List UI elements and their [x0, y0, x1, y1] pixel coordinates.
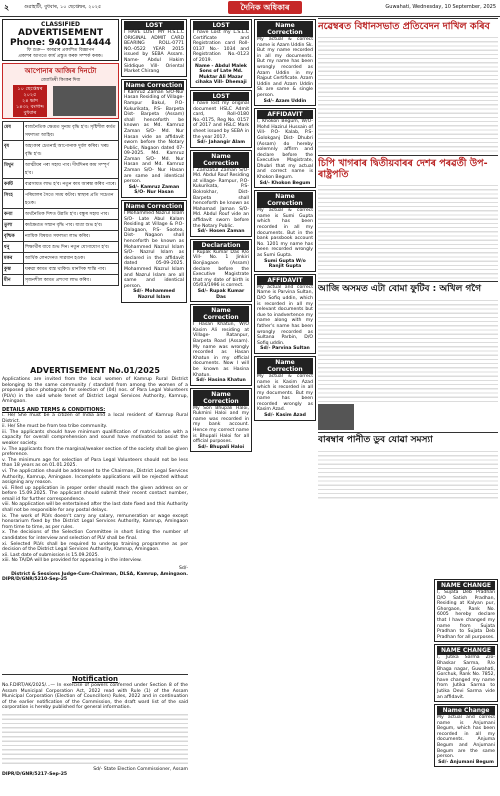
- classified-ad: [121, 79, 187, 198]
- horoscope-table: [2, 121, 119, 286]
- classified-line2: প্ৰকাশৰ আগতে কাৰ্য প্ৰস্তুত কৰক সম্পৰ্ক কৰক।: [18, 53, 103, 59]
- classified-ad: [254, 274, 316, 354]
- ad-title: AFFIDAVIT: [257, 110, 313, 119]
- ad-text: I have Lost my L.S.L.C Certificate and Registration card Roll-0137 No.- 1034 and Registration No.-0123 of 2019.: [193, 30, 249, 63]
- ad-sign: Sd/- Khokon Begum: [259, 180, 311, 186]
- ad-text: My actual & correct name is Kasim Azad which is recorded in all my documents. But my name has been recorded wrongly as Kasim Azad.: [257, 373, 313, 413]
- horoscope-row: [3, 253, 119, 264]
- horoscope-text: অৰ্থনৈতিক দিশত উন্নতি হ'ব। বন্ধুৰ সহায় পাব।: [24, 209, 119, 220]
- horoscope-row: [3, 242, 119, 253]
- advt-item: i. He/ She must be a citizen of India and a local resident of Kamrup Rural District.: [2, 412, 188, 424]
- notification-text: No.F.DIRT/AK/2025/...— In exercise of powers conferred under Section 8 of the Assam Municipal Corporation Act, 2022 read with Rule (1) of the Assam Municipal Corporation (Election of Councillors) Rules, 2022 and in continuation of the earlier notification of the Commission, the draft ward list of the said corporation is hereby published for general information.: [2, 683, 188, 711]
- ad-text: I Hasan Khatun, W/O Kasim Ali residing at Village- Ratanpur, Barpeta Road (Assam). My name was wrongly recorded as Hasan Khatun in my official documents. Now I will be known as Hasina Khatun.: [193, 322, 249, 378]
- advt-sign-title: District & Sessions Judge-Cum-Chairman, DLSA, Kamrup, Amingaon.: [11, 571, 188, 577]
- advt-item: xi. Selected PLVs shall be required to undergo training programme as per decision of the District Legal Services Authority, Kamrup, Amingaon.: [2, 541, 188, 553]
- advertisement-block: [2, 364, 188, 672]
- ad-sign: Sd/- Hasina Khatun: [196, 378, 246, 384]
- horoscope-text: আৰ্থিক লেনদেনত সাৱধান হওক।: [24, 253, 119, 264]
- name-change-ad: [434, 644, 498, 702]
- advt-title: ADVERTISEMENT No.01/2025: [30, 366, 160, 375]
- classified-ad: [190, 304, 252, 386]
- ad-title: Name Correction: [193, 306, 249, 322]
- days-date4: ১৪৩২ বংগাব্দ: [16, 104, 44, 111]
- ad-title: Name Correction: [125, 81, 183, 89]
- ad-text: My actual and correct Name is Parvina Sultan, D/O Sofiq uddin, which is recorded in all my relevant documents but due to inadvertence my name along with my father's name has been wrongly recorded as Sultana Parbin, D/O Sofiq uddin.: [257, 284, 313, 346]
- masthead-date-bn: গুৱাহাটী, বুধবাৰ, ১০ ছেপ্তেম্বৰ, ২০২৫: [24, 4, 102, 10]
- news-body: [318, 448, 498, 501]
- masthead: [0, 0, 500, 17]
- advt-item: xiii. No TA/DA will be provided for appearing in the interview.: [2, 558, 142, 564]
- ad-sign: Name - Abdul Malek Sons of Late Md. Muktar Ali Mazar cihaka Vill- Dhemaji: [195, 63, 247, 86]
- ad-title: LOST: [193, 92, 249, 101]
- notification-body-lines: [2, 711, 188, 767]
- advt-details-head: DETAILS AND TERMS & CONDITIONS:: [2, 406, 106, 413]
- days-date-block: [13, 85, 47, 117]
- ad-title: Name Correction: [257, 192, 313, 208]
- horoscope-row: [3, 122, 119, 141]
- classified-column-3: [254, 18, 316, 794]
- classified-ad: [254, 356, 316, 421]
- horoscope-row: [3, 141, 119, 160]
- ad-text: I Kamruz Zaman S/O-Nur Hasan Residing of Village- Rampur Bakul, P.O- Kukurikata, P.S- Barpeta Dist- Barpeta (Assam) shall henceforth be known as Md. Kamruz Zaman S/O- Md. Nur Hasan vide an affidavit sworn before the Notary Public, Nagaon dated 07-09-2025. Md. Kamruz Zaman S/O- Md. Nur Hasan and Md. Kamruz Zaman S/O- Nur Hasan are same and identical person.: [124, 89, 184, 185]
- ad-sign: Sd/- Kamruz Zaman S/O- Nur Hasan: [128, 184, 180, 196]
- days-date2: ২০২৫: [23, 92, 37, 99]
- ad-text: I Zamzatul Zaman S/O- Md. Abdul Rouf Residing at village- Rampur, P.O- Kukurikata, P.S- Bokrokhar, Dist- Barpeta shall henceforth be known as Mahamad Jaman S/O- Md. Abdul Rouf vide an affidavit sworn before the Notary Public.: [193, 167, 249, 229]
- horoscope-row: [3, 209, 119, 220]
- ad-text: My Son Bhupali Haloi, Rukmini Haloi and my name was recorded in my bank account. Hence my correct name is Bhupali Haloi for all official purposes.: [193, 405, 249, 445]
- classified-ad: [254, 19, 316, 106]
- ad-sign: Sd/- Parvina Sultan: [260, 346, 310, 352]
- news-body: [318, 182, 498, 279]
- ad-sign: Sd/- Jahangir Alam: [197, 140, 245, 146]
- horoscope-text: ৰাজনৈতিক ক্ষেত্ৰত সুনাম বৃদ্ধি হ'ব। সৃষ্টিশীল কৰ্মত সফলতা আহিব।: [24, 122, 119, 141]
- news-body: [318, 34, 498, 153]
- ad-title: Declaration: [193, 241, 249, 250]
- advt-item: viii. No application will be entertained after the last date fixed and this Authority shall not be responsible for any postal delays.: [2, 502, 188, 514]
- advt-intro: Applications are invited from the local women of Kamrup Rural District belonging to the same community / standard from among the women of a proposed place photograph for selection of (04) nos. of Para Legal Volunteers (PLVs) in the said whole tenet of District Legal Services Authority, Kamrup, Amingaon.: [2, 377, 188, 405]
- ad-title: LOST: [124, 21, 184, 30]
- masthead-date-en: Guwahati, Wednesday, 10 September, 2025: [385, 4, 496, 10]
- ad-text: I Mohammed Nazrul Islam S/O- Late Abul Kalam Residing at Village & P.O- Dalagaon, P.S- Sootea, Dist- Nagaon shall henceforth be known as Mohammed Nazrul Islam S/O- Nazrul Islam as declared in the affidavit dated 05-09-2025. Mohammed Nazrul Islam and Nazrul Islam are all same and identical person.: [124, 211, 184, 289]
- classified-ad: [190, 388, 252, 453]
- horoscope-text: সৃজনশীল কামত প্ৰশংসা লাভ কৰিব।: [24, 275, 119, 286]
- classified-ad: [190, 90, 252, 148]
- horoscope-row: [3, 231, 119, 242]
- news-headline: চিপি খাগৰাৰ দ্বিতীয়বাৰৰ দেশৰ পৰৱৰ্তী উপ-ৰাষ্ট্ৰপতি: [318, 155, 498, 182]
- ad-title: Name Correction: [125, 203, 183, 211]
- horoscope-sign: মকৰ: [3, 253, 24, 264]
- horoscope-sign: ধনু: [3, 242, 24, 253]
- horoscope-sign: মেষ: [3, 122, 24, 141]
- horoscope-text: ন্যায়িক বিষয়ত সফলতা লাভ কৰিব।: [24, 231, 119, 242]
- ad-sign: Sd/- Rupak Kumar Das: [197, 288, 245, 300]
- notification-title: Notification: [71, 675, 118, 683]
- horoscope-row: [3, 179, 119, 190]
- right-ads: [434, 578, 498, 769]
- classified-ad: [190, 19, 252, 88]
- page-number: ২: [4, 3, 10, 12]
- classified-title: ADVERTISEMENT: [18, 28, 103, 38]
- horoscope-text: পৰিয়ালৰ সৈতে সময় কটাব। স্বাস্থ্যৰ প্ৰতি সচেতন হওক।: [24, 190, 119, 209]
- ad-title: Name Correction: [193, 390, 249, 406]
- horoscope-sign: কৰ্কট: [3, 179, 24, 190]
- ad-text: I, Jutika Sarma Z/o- Bhaskar Sarma, R/o Bhaga nagar, Guwahati, Gorchuk, Rank No. 7852, have changed my name from Jutika Sarma to Jutika Devi Sarma vide an affidavit.: [437, 655, 495, 700]
- advt-signature: Sd/-: [178, 566, 188, 571]
- horoscope-text: ব্যৱসায়ত লাভ হ'ব। নতুন কাম আৰম্ভ কৰিব পাৰে।: [24, 179, 119, 190]
- ad-text: I have lost my original document HSLC Admit card, Roll-0180 No.-0175, Reg No. 0157 of 2017 and HSLC Mark sheet issued by SEBA in the year 2017.: [193, 100, 249, 140]
- ad-sign: Sumi Gupta W/o Ranjit Gupta: [264, 258, 306, 270]
- horoscope-sign: সিংহ: [3, 190, 24, 209]
- classified-line1: ফি শুক্ৰ— কাৰৱাৰ প্ৰকাশিত বিজ্ঞাপন: [26, 48, 95, 53]
- advt-item: ix. The work of PLVs doesn't carry any salary, remuneration or wage except honorarium fixed by the District Legal Services Authority, Kamrup, Amingaon from time to time, as per rules.: [2, 513, 188, 530]
- lost-ads-column: [121, 18, 187, 362]
- ad-sign: Sd/- Anjumani Begum: [438, 759, 494, 765]
- ad-title: Name Change: [437, 706, 495, 715]
- advt-code: DIPR/D/GNR/5210-Sep-25: [2, 577, 68, 583]
- ad-sign: Sd/- Hosen Zaman: [197, 229, 245, 235]
- ad-sign: Sd/- Bhupali Haloi: [197, 444, 245, 450]
- notification-code: DIPR/D/GNR/5217-Sep-25: [2, 771, 68, 777]
- newspaper-logo: দৈনিক অধিকাৰ: [228, 1, 302, 14]
- news-headline: আজি অসমত এটা বোমা ফুটিব : অখিল গগৈ: [318, 281, 498, 297]
- horoscope-row: [3, 220, 119, 231]
- advt-item: x. The decisions of the Selection Committee in short listing the number of candidates for interview and selection of PLV shall be final.: [2, 530, 188, 542]
- days-title: আপোনাৰ আজিৰ দিনটো: [24, 67, 97, 76]
- horoscope-text: কৰ্মক্ষেত্ৰত সন্মান বৃদ্ধি পাব। যাত্ৰা শুভ হ'ব।: [24, 220, 119, 231]
- advt-items: [2, 413, 188, 564]
- horoscope-sign: বৃশ্চিক: [3, 231, 24, 242]
- horoscope-sign: বৃষ: [3, 141, 24, 160]
- classified-column-2: [190, 18, 252, 794]
- ad-title: NAME CHANGE: [437, 581, 495, 590]
- advt-item: iii. The applicants should have minimum qualification of matriculation with a capacity for overall comprehension and sound have motivated to assist the weaker society.: [2, 429, 188, 446]
- ad-text: My actual & correct name is Sumi Gupta which has been recorded in all my documents. But in the bank passbook account No. 1201 my name has been recorded wrongly as Sumi Gupta.: [257, 208, 313, 258]
- days-day: বুধবাৰ: [23, 110, 37, 117]
- horoscope-text: শিক্ষাৰ্থীৰ বাবে শুভ দিন। নতুন যোগাযোগ হ'ব।: [24, 242, 119, 253]
- horoscope-text: আত্মীয়ৰ পৰা সহায় পাব। দীৰ্ঘদিনৰ কাম সম্পূৰ্ণ হ'ব।: [24, 160, 119, 179]
- days-date3: ২৪ ভাদ: [21, 98, 38, 105]
- advt-item: ii. He/ She must be from tea tribe community.: [2, 424, 108, 430]
- ad-title: LOST: [193, 21, 249, 30]
- horoscope-sign: মিথুন: [3, 160, 24, 179]
- advt-item: iv. The applicants from the marginal/weaker section of the society shall be given preference.: [2, 446, 188, 458]
- news-photo: [318, 404, 354, 430]
- news-area: [318, 18, 498, 794]
- news-headline: নৱেম্বৰত বিধানসভাত প্ৰতিবেদন দাখিল কৰিব: [318, 18, 498, 34]
- days-subtitle: জ্যোতিষী কিংকৰ দিব্য: [40, 78, 81, 84]
- horoscope-sign: কন্যা: [3, 209, 24, 220]
- ad-text: I HAVE LOST MY H.S.L.C ORIGINAL ADMIT CARD BEARING ROLL-0771 NO.-0522 YEAR 2015 issued by SEBA Assam. Name- Abdul Hakim Siddique Vill- Oriental Market Chirang: [124, 30, 184, 75]
- horoscope-sign: কুম্ভ: [3, 264, 24, 275]
- advt-item: xii. Last date of submission is 15.09.2025.: [2, 552, 100, 558]
- horoscope-row: [3, 190, 119, 209]
- classified-label: CLASSIFIED: [41, 21, 80, 28]
- notification-sign: Sd/- State Election Commissioner, Assam: [93, 766, 188, 772]
- ad-title: NAME CHANGE: [437, 646, 495, 655]
- days-box: [2, 63, 119, 119]
- ad-sign: Sd/- Kasim Azad: [264, 413, 306, 419]
- name-change-ad: [434, 704, 498, 767]
- news-body: [318, 297, 498, 403]
- astrologer-photo: [53, 86, 116, 116]
- news-headline: বাৰম্বাৰ পানীত ডুব যোৱা সমস্যা: [318, 432, 498, 448]
- ad-text: I Rupak Kumar Das R/o Vill- No. 1 Jinkiri Bonjiagaon (Assam) declare before the Executive Magistrate that my date of birth is 05/03/1996 is correct.: [193, 249, 249, 289]
- ad-sign: Sd/- Azam Uddin: [263, 98, 307, 104]
- classified-phone: Phone: 9401114444: [9, 38, 112, 48]
- classified-ad: [254, 190, 316, 272]
- advt-item: v. The minimum age for selection of Para Legal Volunteers should not be less than 18 years as on 01.01.2025.: [2, 457, 188, 469]
- ad-text: My actual and correct name is Anjumani Begum, which has been recorded in all my documents. Anjuma Begum and Anjumani Begum are the same person.: [437, 715, 495, 760]
- ad-text: My actual & correct name is Azam Uddin Sk. But my name recorded in all my documents. But my name has been wrongly recorded as Azam Uddin in my Rajput Certificate. Azam Uddin and Azam Uddin Sk are same & single person.: [257, 37, 313, 98]
- ad-text: I, Sujata Deb Pradhan D/O Satish Pradhan, Residing at Kalyan pur, Ghorgaon, Rank No. 6005 hereby declare that I have changed my name from Sujata Pradhan to Sujata Deb Pradhan for all purposes.: [437, 590, 495, 640]
- days-date1: ১০ ছেপ্তেম্বৰ: [17, 86, 43, 93]
- name-change-ad: [434, 579, 498, 642]
- horoscope-row: [3, 275, 119, 286]
- ad-title: Name Correction: [193, 152, 249, 168]
- classified-ad: [121, 200, 187, 303]
- left-column: [2, 18, 119, 362]
- notification-block: [2, 674, 188, 795]
- classified-ad: [190, 239, 252, 302]
- horoscope-text: ঘৰুৱা কামত ব্যস্ত থাকিব। মানসিক শান্তি পাব।: [24, 264, 119, 275]
- horoscope-row: [3, 264, 119, 275]
- advt-item: vii. Filled up application in proper order should reach the given address on or before 15.09.2025. The applicant should submit their recent contact number, email id for further correspondence.: [2, 485, 188, 502]
- advt-item: vi. The application should be addressed to the Chairman, District Legal Services Authority, Kamrup, Amingaon. Incomplete applications will be rejected without assigning any reason.: [2, 468, 188, 486]
- ad-title: AFFIDAVIT: [257, 276, 313, 285]
- ad-title: Name Correction: [257, 358, 313, 374]
- classified-ad: [190, 150, 252, 237]
- classified-box: [2, 19, 119, 61]
- horoscope-sign: মীন: [3, 275, 24, 286]
- horoscope-text: অহংকাৰ চেতনাই আপোনাক দুৰ্বল কৰিব। খৰচ বৃদ্ধি হ'ব।: [24, 141, 119, 160]
- classified-ad: [121, 19, 187, 77]
- horoscope-row: [3, 160, 119, 179]
- classified-ad: [254, 108, 316, 188]
- ad-title: Name Correction: [257, 21, 313, 37]
- ad-sign: Sd/- Mohammed Nazrul Islam: [133, 289, 175, 300]
- ad-text: I, Khokon Begum, W/O- Mohd Hazirul Hussain of Vill- P.O- Kalab, P.S- Golokganj Dist- Dhubri (Assam) do hereby solemnly affirm and declare before the Executive Magistrate, Dhubri that my actual and correct name is Khokon Begum.: [257, 119, 313, 181]
- horoscope-sign: তুলা: [3, 220, 24, 231]
